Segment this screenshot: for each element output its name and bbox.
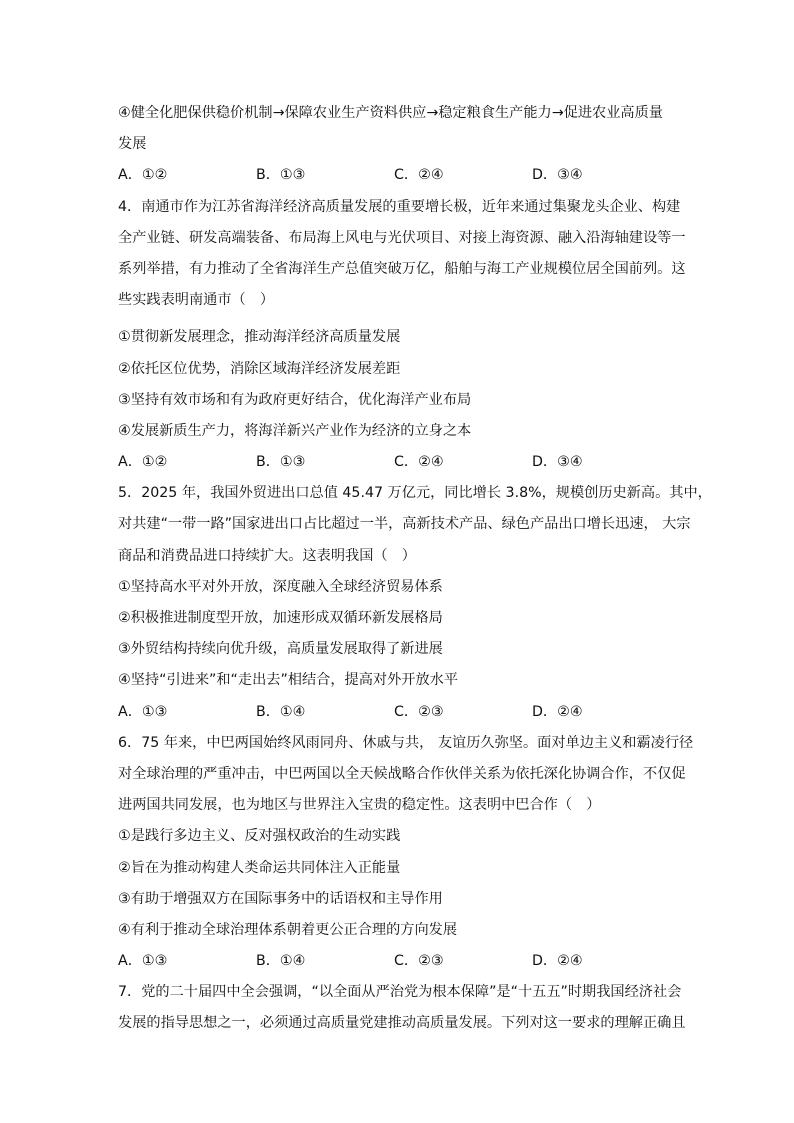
q4-stem-line-4: 些实践表明南通市（ ） (118, 292, 275, 309)
question-6 (118, 728, 694, 978)
q3-option-d: D．③④ (532, 167, 583, 184)
q6-option-d: D．②④ (532, 953, 583, 970)
q4-stem-line-1: 4．南通市作为江苏省海洋经济高质量发展的重要增长极，近年来通过集聚龙头企业、构建 (118, 198, 681, 215)
q4-item-3: ③坚持有效市场和有为政府更好结合，优化海洋产业布局 (118, 391, 472, 408)
q4-stem-line-2: 全产业链、研发高端装备、布局海上风电与光伏项目、对接上海资源、融入沿海轴建设等一 (118, 229, 686, 246)
q7-stem-line-1: 7．党的二十届四中全会强调，“以全面从严治党为根本保障”是“十五五”时期我国经济社会 (118, 984, 682, 1001)
q4-option-d: D．③④ (532, 454, 583, 471)
q3-item-4-line-2: 发展 (118, 136, 147, 153)
q4-option-b: B．①③ (256, 454, 306, 471)
q5-item-2: ②积极推进制度型开放，加速形成双循环新发展格局 (118, 610, 443, 626)
q6-item-4: ④有利于推动全球治理体系朝着更公正合理的方向发展 (118, 921, 458, 938)
q5-item-3: ③外贸结构持续向优升级，高质量发展取得了新进展 (118, 641, 443, 658)
q5-item-1: ①坚持高水平对外开放，深度融入全球经济贸易体系 (118, 578, 443, 595)
q4-options (118, 447, 684, 478)
q6-option-c: C．②③ (394, 953, 444, 970)
q6-item-3: ③有助于增强双方在国际事务中的话语权和主导作用 (118, 890, 443, 907)
q4-option-a: A．①② (118, 454, 168, 471)
question-7 (118, 977, 684, 1039)
q3-options (118, 160, 684, 191)
exam-page (118, 98, 712, 1040)
q4-item-1: ①贯彻新发展理念，推动海洋经济高质量发展 (118, 329, 401, 346)
q5-option-a: A．①③ (118, 703, 168, 720)
q6-option-a: A．①③ (118, 953, 168, 970)
q6-options (118, 946, 684, 977)
q6-stem-line-2: 对全球治理的严重冲击，中巴两国以全天候战略合作伙伴关系为依托深化协调合作，不仅促 (118, 765, 686, 782)
q4-option-c: C．②④ (394, 454, 444, 471)
q5-option-d: D．②④ (532, 703, 583, 720)
q5-options (118, 697, 684, 728)
q7-stem-line-2: 发展的指导思想之一，必须通过高质量党建推动高质量发展。下列对这一要求的理解正确且 (118, 1015, 686, 1032)
q6-option-b: B．①④ (256, 953, 306, 970)
q5-option-b: B．①④ (256, 703, 306, 720)
q6-item-2: ②旨在为推动构建人类命运共同体注入正能量 (118, 859, 401, 876)
q5-stem-line-1: 5．2025 年，我国外贸进出口总值 45.47 万亿元，同比增长 3.8%，规模创历史新高。其中， (118, 485, 712, 502)
q5-option-c: C．②③ (394, 703, 444, 720)
q4-item-2: ②依托区位优势，消除区域海洋经济发展差距 (118, 360, 401, 377)
q5-stem-line-3: 商品和消费品进口持续扩大。这表明我国（ ） (118, 547, 416, 564)
q6-stem-line-3: 进两国共同发展，也为地区与世界注入宝贵的稳定性。这表明中巴合作（ ） (118, 797, 601, 814)
q4-stem-line-3: 系列举措，有力推动了全省海洋生产总值突破万亿，船舶与海工产业规模位居全国前列。这 (118, 260, 686, 277)
q3-option-a: A．①② (118, 167, 168, 184)
q4-item-4: ④发展新质生产力，将海洋新兴产业作为经济的立身之本 (118, 422, 472, 439)
q3-option-b: B．①③ (256, 167, 306, 184)
q3-item-4-line-1: ④健全化肥保供稳价机制→保障农业生产资料供应→稳定粮食生产能力→促进农业高质量 (118, 105, 663, 121)
q6-item-1: ①是践行多边主义、反对强权政治的生动实践 (118, 828, 401, 845)
q3-option-c: C．②④ (394, 167, 444, 184)
q5-stem-line-2: 对共建“一带一路”国家进出口占比超过一半，高新技术产品、绿色产品出口增长迅速， 大宗 (118, 516, 691, 533)
q6-stem-line-1: 6．75 年来，中巴两国始终风雨同舟、休戚与共， 友谊历久弥坚。面对单边主义和霸凌行径 (118, 734, 694, 751)
question-5 (118, 478, 712, 728)
question-4 (118, 192, 684, 479)
question-3-tail (118, 98, 684, 192)
q5-item-4: ④坚持“引进来”和“走出去”相结合，提高对外开放水平 (118, 672, 459, 689)
